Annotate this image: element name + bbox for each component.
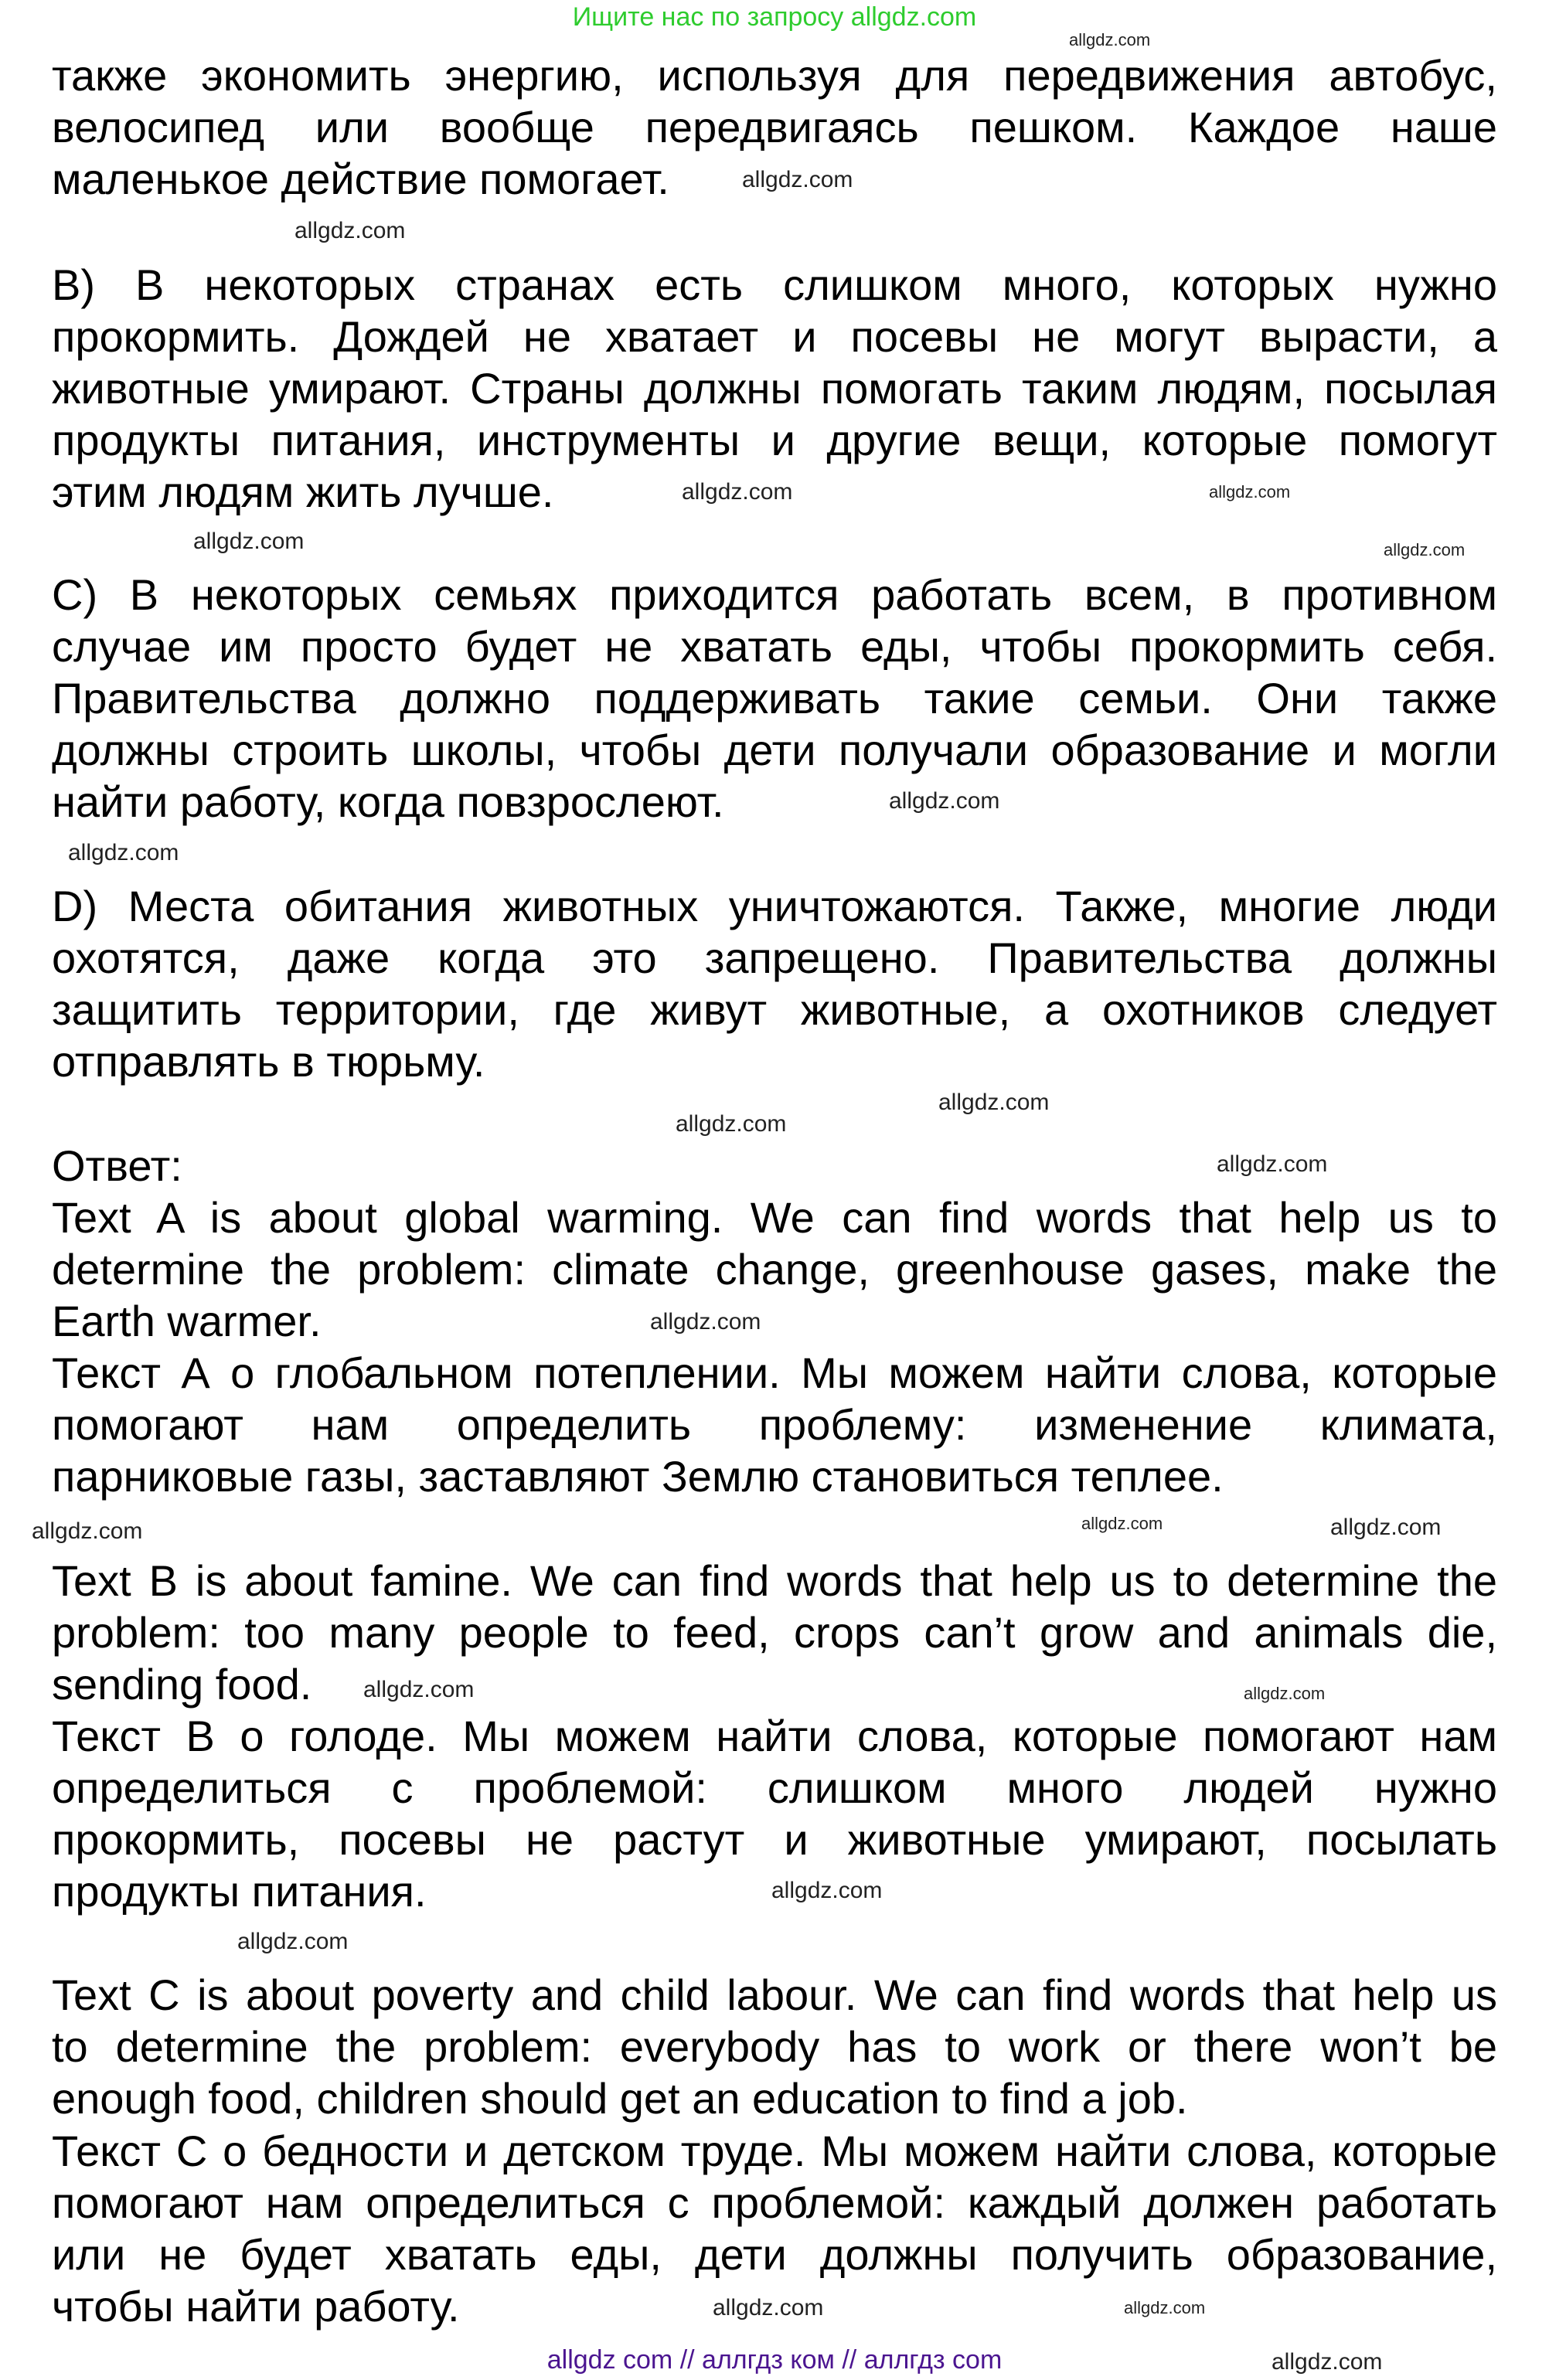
watermark: allgdz.com	[889, 788, 1000, 814]
text-line: problem: too many people to feed, crops can’t grow and animals die,	[52, 1608, 1497, 1657]
text-line: также экономить энергию, используя для передвижения автобус,	[52, 51, 1497, 100]
search-banner: Ищите нас по запросу allgdz.com	[572, 2, 977, 32]
text-line: Text B is about famine. We can find words that help us to determine the	[52, 1556, 1497, 1605]
text-line: найти работу, когда повзрослеют.	[52, 777, 724, 826]
watermark: allgdz.com	[1081, 1514, 1163, 1533]
text-line: животные умирают. Страны должны помогать таким людям, посылая	[52, 364, 1497, 413]
text-line: enough food, children should get an education to find a job.	[52, 2074, 1188, 2123]
text-line: помогают нам определить проблему: изменение климата,	[52, 1400, 1497, 1449]
text-line: Text A is about global warming. We can find words that help us to	[52, 1193, 1497, 1242]
watermark: allgdz.com	[682, 479, 793, 505]
text-line: защитить территории, где живут животные, а охотников следует	[52, 985, 1497, 1034]
footer-banner: allgdz com // аллгдз ком // аллгдз com	[546, 2345, 1003, 2375]
text-line: Текст С о бедности и детском труде. Мы можем найти слова, которые	[52, 2127, 1497, 2175]
text-line: случае им просто будет не хватать еды, чтобы прокормить себя.	[52, 622, 1497, 671]
footer-banner-row	[0, 2343, 1549, 2377]
watermark: allgdz.com	[363, 1677, 475, 1702]
watermark: allgdz.com	[1209, 482, 1291, 502]
paragraph	[52, 1969, 1497, 2124]
watermark: allgdz.com	[713, 2295, 824, 2320]
text-line: велосипед или вообще передвигаясь пешком. Каждое наше	[52, 103, 1497, 151]
text-line: C) В некоторых семьях приходится работать всем, в противном	[52, 570, 1497, 619]
text-line: determine the problem: climate change, greenhouse gases, make the	[52, 1245, 1497, 1294]
text-line: продукты питания.	[52, 1867, 427, 1916]
text-line: парниковые газы, заставляют Землю становиться теплее.	[52, 1452, 1224, 1501]
text-line: маленькое действие помогает.	[52, 155, 669, 203]
text-line: чтобы найти работу.	[52, 2282, 460, 2331]
watermark: allgdz.com	[294, 218, 406, 243]
watermark: allgdz.com	[32, 1518, 143, 1544]
search-banner-row	[0, 0, 1549, 34]
watermark: allgdz.com	[1330, 1515, 1442, 1540]
text-line: отправлять в тюрьму.	[52, 1037, 485, 1086]
text-line: помогают нам определиться с проблемой: каждый должен работать	[52, 2178, 1497, 2227]
watermark: allgdz.com	[68, 840, 179, 865]
text-line: Правительства должно поддерживать такие семьи. Они также	[52, 674, 1497, 722]
watermark: allgdz.com	[1244, 1684, 1326, 1703]
watermark: allgdz.com	[237, 1929, 349, 1954]
watermark: allgdz.com	[1069, 30, 1151, 49]
text-line: определиться с проблемой: слишком много людей нужно	[52, 1763, 1497, 1812]
text-line: Text C is about poverty and child labour. We can find words that help us	[52, 1970, 1497, 2019]
watermark: allgdz.com	[650, 1309, 761, 1334]
text-line: прокормить. Дождей не хватает и посевы не могут вырасти, а	[52, 312, 1497, 361]
text-line: Текст В о голоде. Мы можем найти слова, которые помогают нам	[52, 1712, 1497, 1760]
text-line: Earth warmer.	[52, 1297, 322, 1345]
paragraph	[52, 880, 1497, 1087]
watermark: allgdz.com	[1217, 1151, 1328, 1177]
watermark: allgdz.com	[1384, 540, 1466, 559]
text-line: или не будет хватать еды, дети должны получить образование,	[52, 2230, 1497, 2279]
text-line: охотятся, даже когда это запрещено. Правительства должны	[52, 933, 1497, 982]
text-line: продукты питания, инструменты и другие вещи, которые помогут	[52, 416, 1497, 464]
watermark: allgdz.com	[938, 1090, 1050, 1115]
text-line: Ответ:	[52, 1141, 182, 1190]
watermark: allgdz.com	[771, 1878, 883, 1903]
watermark: allgdz.com	[193, 529, 305, 554]
paragraph	[52, 569, 1497, 828]
text-line: должны строить школы, чтобы дети получали образование и могли	[52, 726, 1497, 774]
watermark: allgdz.com	[1272, 2349, 1383, 2375]
text-line: Текст А о глобальном потеплении. Мы можем найти слова, которые	[52, 1348, 1497, 1397]
paragraph	[52, 1347, 1497, 1502]
watermark: allgdz.com	[676, 1111, 787, 1137]
text-line: D) Места обитания животных уничтожаются. Также, многие люди	[52, 882, 1497, 930]
text-line: этим людям жить лучше.	[52, 468, 554, 516]
text-line: прокормить, посевы не растут и животные умирают, посылать	[52, 1815, 1497, 1864]
watermark: allgdz.com	[742, 167, 853, 192]
text-line: B) В некоторых странах есть слишком много, которых нужно	[52, 260, 1497, 309]
watermark: allgdz.com	[1124, 2298, 1206, 2317]
text-line: to determine the problem: everybody has to work or there won’t be	[52, 2022, 1497, 2071]
text-line: sending food.	[52, 1660, 312, 1708]
